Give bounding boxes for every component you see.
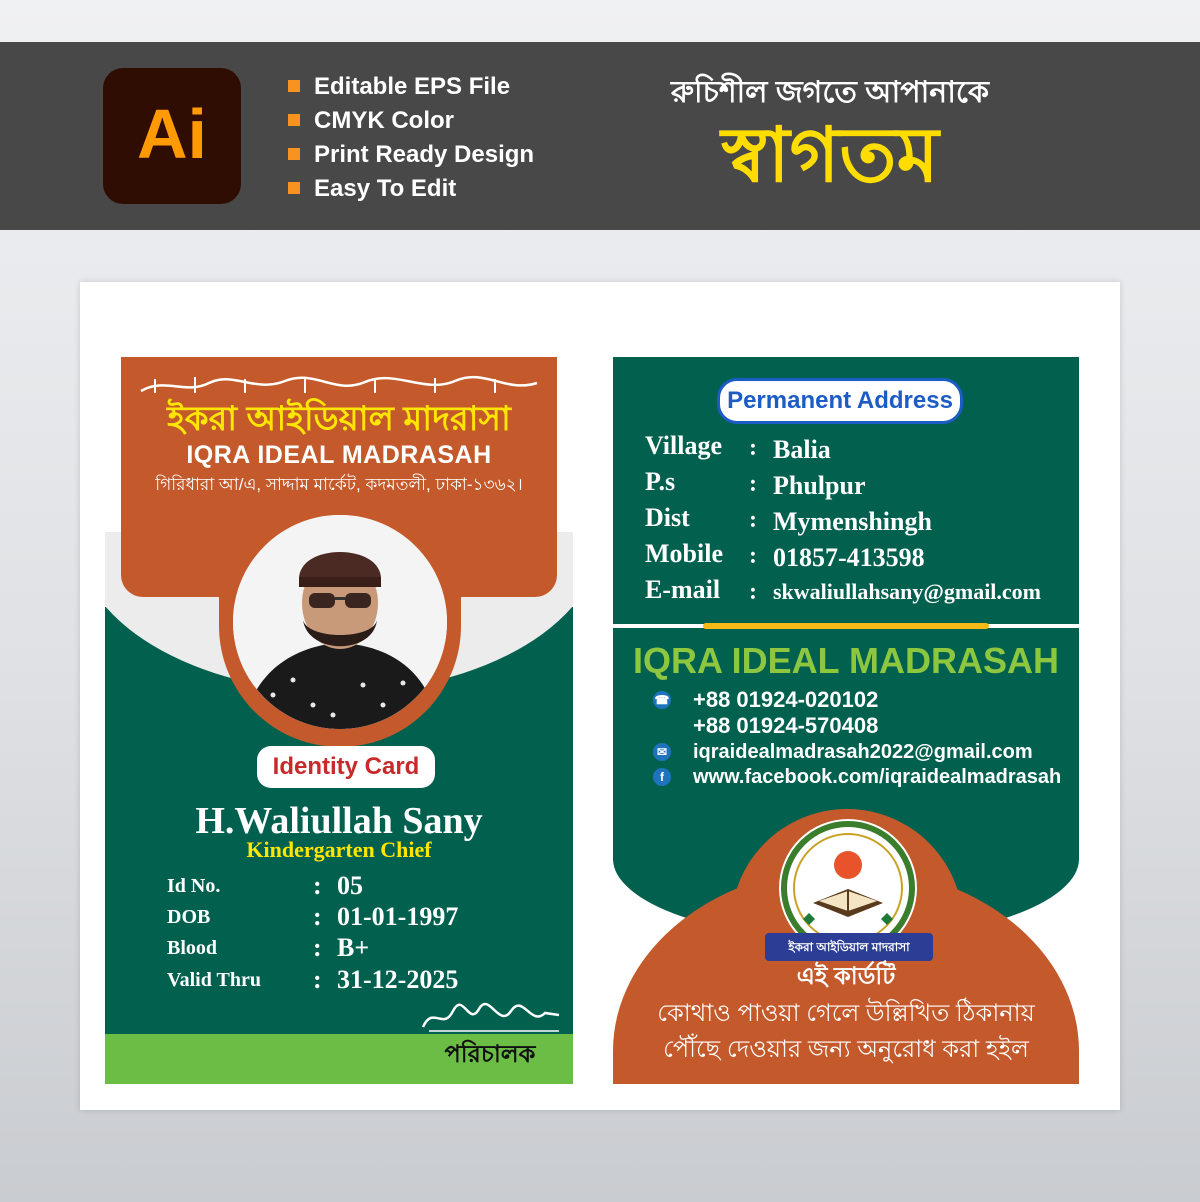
phone-icon: ☎	[654, 693, 670, 707]
madrasa-name-bangla: ইকরা আইডিয়াল মাদরাসা	[167, 400, 511, 438]
email-icon: ✉	[653, 743, 671, 761]
holder-photo	[233, 515, 447, 729]
address-row-dist	[645, 503, 1075, 537]
field-colon: :	[313, 965, 322, 994]
address-label: E-mail	[645, 575, 721, 604]
bullet-icon	[288, 148, 300, 160]
address-value: Mymenshingh	[773, 507, 932, 536]
field-row-blood	[167, 933, 567, 965]
madrasa-name-english: IQRA IDEAL MADRASAH	[186, 441, 492, 469]
contact-phone-1: ☎ +88 01924-020102	[654, 687, 879, 712]
field-value: B+	[337, 933, 370, 962]
bullet-icon	[288, 182, 300, 194]
contact-facebook: f www.facebook.com/iqraidealmadrasah	[653, 764, 1073, 790]
field-value: 01-01-1997	[337, 902, 459, 931]
contact-phone-2: +88 01924-570408	[693, 713, 879, 738]
address-label: P.s	[645, 467, 676, 496]
address-label: Mobile	[645, 539, 723, 568]
field-value: 31-12-2025	[337, 965, 459, 994]
address-colon: :	[749, 543, 757, 569]
field-label: Valid Thru	[167, 969, 261, 991]
address-colon: :	[749, 507, 757, 533]
address-colon: :	[749, 471, 757, 497]
field-row-valid	[167, 965, 567, 997]
id-card-back	[613, 357, 1079, 1084]
field-colon: :	[313, 902, 322, 931]
permanent-address-badge: Permanent Address	[717, 378, 963, 424]
address-colon: :	[749, 435, 757, 461]
address-value: Phulpur	[773, 471, 866, 500]
facebook-icon: f	[653, 768, 671, 786]
field-colon: :	[313, 933, 322, 962]
welcome-subtitle: রুচিশীল জগতে আপানাকে	[671, 76, 989, 109]
address-row-ps	[645, 467, 1075, 501]
holder-title: Kindergarten Chief	[246, 837, 432, 862]
address-row-mobile	[645, 539, 1075, 573]
address-value: 01857-413598	[773, 543, 925, 572]
divider-line	[703, 623, 989, 629]
madrasa-address: গিরিধারা আ/এ, সাদ্দাম মার্কেট, কদমতলী, ঢাকা-১৩৬২।	[155, 475, 523, 494]
return-note-line-2: কোথাও পাওয়া গেলে উল্লিখিত ঠিকানায়	[657, 1000, 1035, 1027]
address-label: Village	[645, 431, 723, 460]
holder-name: H.Waliullah Sany	[195, 800, 483, 842]
field-colon: :	[313, 871, 322, 900]
return-note-line-3: পৌঁছে দেওয়ার জন্য অনুরোধ করা হইল	[663, 1036, 1029, 1063]
address-row-village	[645, 431, 1075, 465]
top-banner	[0, 42, 1200, 230]
logo-ribbon: ইকরা আইডিয়াল মাদরাসা	[765, 933, 933, 961]
bullet-icon	[288, 114, 300, 126]
person-photo-icon	[233, 515, 447, 729]
field-value: 05	[337, 871, 363, 900]
field-label: DOB	[167, 906, 211, 928]
address-row-email	[645, 575, 1075, 609]
field-row-dob	[167, 902, 567, 934]
contact-email: ✉ iqraidealmadrasah2022@gmail.com	[653, 739, 1073, 765]
feature-item: Easy To Edit	[288, 174, 456, 204]
arabic-calligraphy-icon	[135, 373, 543, 399]
field-row-id	[167, 871, 567, 903]
bullet-icon	[288, 80, 300, 92]
feature-item: CMYK Color	[288, 106, 454, 136]
feature-item: Editable EPS File	[288, 72, 510, 102]
signer-title: পরিচালক	[444, 1041, 536, 1068]
feature-item: Print Ready Design	[288, 140, 534, 170]
return-note-line-1: এই কার্ডটি	[796, 963, 896, 990]
identity-card-badge: Identity Card	[257, 746, 435, 788]
address-value: skwaliullahsany@gmail.com	[773, 579, 1042, 604]
id-card-front	[105, 357, 573, 1084]
illustrator-logo-icon	[103, 68, 241, 204]
signature-icon	[419, 997, 565, 1037]
institution-name: IQRA IDEAL MADRASAH	[632, 640, 1059, 681]
field-label: Blood	[167, 937, 218, 959]
address-value: Balia	[773, 435, 831, 464]
address-label: Dist	[645, 503, 690, 532]
field-label: Id No.	[167, 875, 221, 897]
illustrator-logo-text: Ai	[137, 95, 207, 173]
welcome-title: স্বাগতম	[721, 113, 939, 198]
address-colon: :	[749, 579, 757, 605]
